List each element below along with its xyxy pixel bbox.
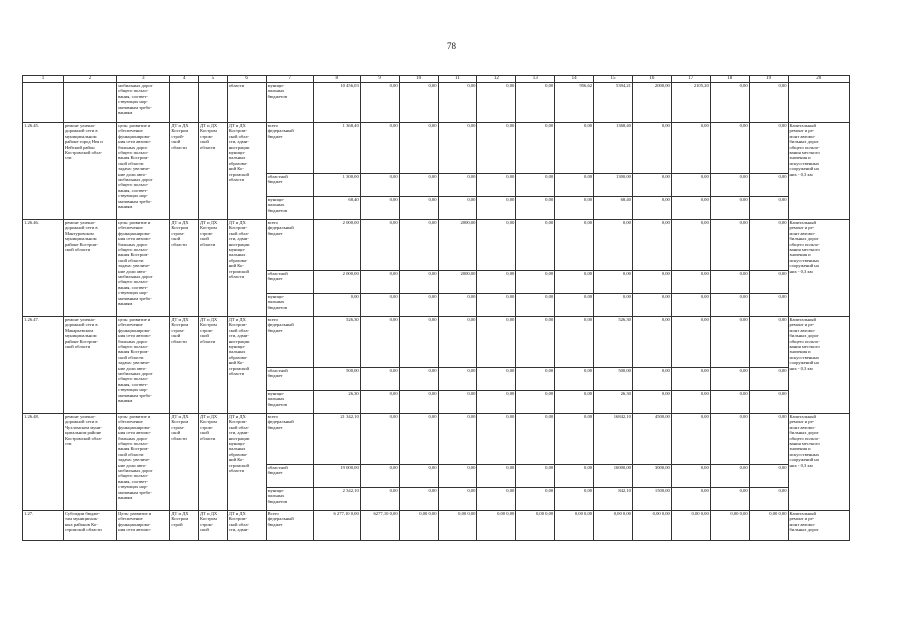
amount-cell: 0,00: [399, 83, 438, 123]
column-number: 20: [788, 76, 849, 83]
amount-cell: 0,00 0,00 0,00: [438, 414, 477, 511]
column-number: 11: [438, 76, 477, 83]
result: Капитальный ремонт и ре- монт автомо- бильных дорог общего пользо- вания местного значения и искусственных сооружений на них - 0,3 км: [788, 220, 849, 317]
amount-cell: 0,00 0,00 0,00: [632, 123, 671, 220]
amount-cell: 0,00 0,00: [594, 511, 633, 541]
column-number: 12: [477, 76, 516, 83]
amount-cell: 0,00 0,00 0,00: [516, 317, 555, 414]
row-id: 1.26.47.: [23, 317, 64, 414]
result: Капитальный ремонт и ре- монт автомо- бильных дорог: [788, 511, 849, 541]
column-number: 14: [555, 76, 594, 83]
funding-source: Всего федеральный бюджет: [266, 511, 313, 541]
object-name: [63, 83, 116, 123]
coordinator: ДТ и ДХ Костром стром- ской области: [199, 123, 228, 220]
executor: ДТ и ДХ Костром- ской обла- сти, адми- нистрации муници- пальных образова- ний Ко- стромской области: [227, 317, 266, 414]
amount-cell: 0,00 0,00: [516, 511, 555, 541]
goal-task: мобильных дорог общего пользо- вания, соответ- ствующих нор- мативным требо- ваниям: [117, 83, 170, 123]
customer: ДТ и ДХ Костром строй- ской области: [170, 123, 199, 220]
table-row: [23, 511, 850, 541]
row-id: 1.27.: [23, 511, 64, 541]
budget-table: [22, 75, 850, 541]
row-id: 1.26.45.: [23, 123, 64, 220]
row-id: 1.26.48.: [23, 414, 64, 511]
amount-cell: 0,00 0,00 0,00: [710, 317, 749, 414]
amount-cell: 0,00 0,00: [710, 511, 749, 541]
object-name: ремонт улично- дорожной сети в Макарьевском муниципальном районе Костром- ской области: [63, 317, 116, 414]
table-row: [23, 83, 850, 123]
column-number: 13: [516, 76, 555, 83]
executor: ДТ и ДХ Костром- ской обла- сти, адми- нистрации муници- пальных образова- ний Ко- стромской области: [227, 414, 266, 511]
amount-cell: 0,00 0,00: [671, 511, 710, 541]
amount-cell: 0,00 0,00 0,00: [360, 317, 399, 414]
amount-cell: 0,00 0,00 0,00: [477, 414, 516, 511]
amount-cell: 0,00 0,00 0,00: [399, 220, 438, 317]
column-number: 3: [117, 76, 170, 83]
result: Капитальный ремонт и ре- монт автомо- бильных дорог общего пользо- вания местного значения и искусственных сооружений на них - 0,3 км: [788, 317, 849, 414]
amount-cell: 0,00 0,00 0,00: [360, 220, 399, 317]
row-id: [23, 83, 64, 123]
amount-cell: 0,00 0,00: [749, 511, 788, 541]
amount-cell: 0,00 0,00 0,00: [632, 317, 671, 414]
column-number: 19: [749, 76, 788, 83]
amount-cell: 0,00 0,00 0,00: [671, 220, 710, 317]
amount-cell: 0,00 0,00 0,00: [671, 123, 710, 220]
amount-cell: 0,00 0,00 0,00: [710, 220, 749, 317]
customer: ДТ и ДХ Костром стром- ской области: [170, 414, 199, 511]
result: Капитальный ремонт и ре- монт автомо- бильных дорог общего пользо- вания местного значения и искусственных сооружений на них - 0,3 км: [788, 414, 849, 511]
amount-cell: 16842,10 16000,00 842,10: [594, 414, 633, 511]
column-number: 2: [63, 76, 116, 83]
column-number-row: [23, 76, 850, 83]
goal-task: цель: развитие и обеспечение функционирова- ния сети автомо- бильных дорог общего пользо- вания Костром- ской области задача: увеличе- ние доли авто- мобильных дорог общего пользо- вания, соответ- ствующих нор- мативным требо- ваниям: [117, 220, 170, 317]
executor: ДТ и ДХ Костром- ской обла- сти, адми- нистрации муници- пальных образова- ний Ко- стромской области: [227, 220, 266, 317]
customer: ДТ и ДХ Костром стром- ской области: [170, 220, 199, 317]
amount-cell: 0,00 0,00 0,00: [710, 414, 749, 511]
funding-source: всего федеральный бюджет областной бюджет муници- пальных бюджетов: [266, 414, 313, 511]
amount-cell: 0,00 0,00 0,00: [477, 123, 516, 220]
amount-cell: 0,00 0,00 0,00: [399, 123, 438, 220]
amount-cell: 0,00: [749, 83, 788, 123]
table-row: [23, 123, 850, 220]
column-number: 18: [710, 76, 749, 83]
column-number: 10: [399, 76, 438, 83]
result: Капитальный ремонт и ре- монт автомо- бильных дорог общего пользо- вания местного значения и искусственных сооружений на них - 0,3 км: [788, 123, 849, 220]
amount-cell: 526,30 500,00 26,30: [594, 317, 633, 414]
amount-cell: 0,00 0,00 0,00: [749, 220, 788, 317]
amount-cell: 6277,10 0,00: [360, 511, 399, 541]
column-number: 15: [594, 76, 633, 83]
amount-cell: 0,00 0,00 0,00: [438, 317, 477, 414]
table-row: [23, 317, 850, 414]
amount-cell: 0,00 0,00 0,00: [555, 414, 594, 511]
amount-cell: 4500,00 3000,00 1500,00: [632, 414, 671, 511]
amount-cell: 2 000,00 2 000,00 0,00: [313, 220, 360, 317]
amount-cell: 2000,00 2000,00 0,00: [438, 220, 477, 317]
table-row: [23, 414, 850, 511]
table-row: [23, 220, 850, 317]
executor: ДТ и ДХ Костром- ской обла- сти, адми- нистрации муници- пальных образова- ний Ко- стромской области: [227, 123, 266, 220]
amount-cell: 6 277,10 0,00: [313, 511, 360, 541]
column-number: 8: [313, 76, 360, 83]
goal-task: цель: развитие и обеспечение функционирова- ния сети автомо- бильных дорог общего пользо- вания Костром- ской области задача: увеличе- ние доли авто- мобильных дорог общего пользо- вания, соответ- ствующих нор- мативным требо- ваниям: [117, 414, 170, 511]
amount-cell: 1 368,40 1 300,00 68,40: [313, 123, 360, 220]
amount-cell: 0,00 0,00 0,00: [749, 317, 788, 414]
column-number: 5: [199, 76, 228, 83]
amount-cell: 0,00 0,00 0,00: [399, 317, 438, 414]
amount-cell: 2105,20: [671, 83, 710, 123]
amount-cell: 2000,00: [632, 83, 671, 123]
object-name: ремонт улично- дорожной сети в Чухломском муни- ципальном районе Костромской обла- сти: [63, 414, 116, 511]
amount-cell: 21 342,10 19 000,00 2 342,10: [313, 414, 360, 511]
amount-cell: 10 456,03: [313, 83, 360, 123]
result: [788, 83, 849, 123]
amount-cell: 0,00 0,00 0,00: [749, 414, 788, 511]
amount-cell: 0,00 0,00 0,00: [477, 220, 516, 317]
goal-task: цель: развитие и обеспечение функционирова- ния сети автомо- бильных дорог общего пользо- вания Костром- ской области задача: увеличе- ние доли авто- мобильных дорог общего пользо- вания, соответ- ствующих нор- мативным требо- ваниям: [117, 123, 170, 220]
amount-cell: 0,00 0,00: [438, 511, 477, 541]
amount-cell: 526,30 500,00 26,30: [313, 317, 360, 414]
amount-cell: 956,62: [555, 83, 594, 123]
coordinator: ДТ и ДХ Костром стром- ской области: [199, 220, 228, 317]
amount-cell: 0,00 0,00 0,00: [632, 220, 671, 317]
amount-cell: 0,00 0,00 0,00: [749, 123, 788, 220]
coordinator: ДТ и ДХ Костром стром- ской области: [199, 317, 228, 414]
amount-cell: 0,00 0,00 0,00: [671, 414, 710, 511]
amount-cell: 1368,40 1300,00 68,40: [594, 123, 633, 220]
coordinator: [199, 83, 228, 123]
executor: области: [227, 83, 266, 123]
column-number: 1: [23, 76, 64, 83]
amount-cell: 0,00 0,00 0,00: [360, 414, 399, 511]
column-number: 16: [632, 76, 671, 83]
amount-cell: 5394,21: [594, 83, 633, 123]
object-name: ремонт улично- дорожной сети в Мантуровском муниципальном районе Костром- ской области: [63, 220, 116, 317]
column-number: 4: [170, 76, 199, 83]
amount-cell: 0,00 0,00 0,00: [516, 220, 555, 317]
amount-cell: 0,00 0,00 0,00: [477, 317, 516, 414]
amount-cell: 0,00 0,00 0,00: [671, 317, 710, 414]
goal-task: Цель: развитие и обеспечение функционирова- ния сети автомо-: [117, 511, 170, 541]
object-name: ремонт улично- дорожной сети в муниципальном районе город Нея и Нейский район Костромской обла- сти: [63, 123, 116, 220]
column-number: 6: [227, 76, 266, 83]
amount-cell: 0,00 0,00 0,00: [710, 123, 749, 220]
amount-cell: 0,00: [360, 83, 399, 123]
amount-cell: 0,00 0,00 0,00: [516, 123, 555, 220]
column-number: 9: [360, 76, 399, 83]
amount-cell: 0,00 0,00: [399, 511, 438, 541]
coordinator: ДТ и ДХ Костром стром- ской: [199, 511, 228, 541]
customer: ДТ и ДХ Костром строй: [170, 511, 199, 541]
amount-cell: 0,00 0,00 0,00: [555, 317, 594, 414]
funding-source: всего федеральный бюджет областной бюджет муници- пальных бюджетов: [266, 123, 313, 220]
amount-cell: 0,00 0,00: [555, 511, 594, 541]
amount-cell: 0,00 0,00 0,00: [594, 220, 633, 317]
column-number: 7: [266, 76, 313, 83]
amount-cell: 0,00 0,00 0,00: [516, 414, 555, 511]
customer: ДТ и ДХ Костром стром- ской области: [170, 317, 199, 414]
funding-source: всего федеральный бюджет областной бюджет муници- пальных бюджетов: [266, 317, 313, 414]
funding-source: всего федеральный бюджет областной бюджет муници- пальных бюджетов: [266, 220, 313, 317]
executor: ДТ и ДХ Костром- ской обла- сти, адми-: [227, 511, 266, 541]
amount-cell: 0,00 0,00: [632, 511, 671, 541]
customer: [170, 83, 199, 123]
object-name: Субсидии бюдже- там муниципаль- ных районов Ко- стромской области: [63, 511, 116, 541]
funding-source: муници- пальных бюджетов: [266, 83, 313, 123]
coordinator: ДТ и ДХ Костром стром- ской области: [199, 414, 228, 511]
goal-task: цель: развитие и обеспечение функционирова- ния сети автомо- бильных дорог общего пользо- вания Костром- ской области задача: увеличе- ние доли авто- мобильных дорог общего пользо- вания, соответ- ствующих нор- мативным требо- ваниям: [117, 317, 170, 414]
amount-cell: 0,00: [516, 83, 555, 123]
amount-cell: 0,00: [438, 83, 477, 123]
amount-cell: 0,00 0,00 0,00: [438, 123, 477, 220]
amount-cell: 0,00 0,00 0,00: [555, 123, 594, 220]
amount-cell: 0,00 0,00 0,00: [555, 220, 594, 317]
amount-cell: 0,00: [477, 83, 516, 123]
amount-cell: 0,00 0,00 0,00: [399, 414, 438, 511]
page-number: 78: [447, 41, 456, 51]
amount-cell: 0,00 0,00 0,00: [360, 123, 399, 220]
amount-cell: 0,00 0,00: [477, 511, 516, 541]
amount-cell: 0,00: [710, 83, 749, 123]
column-number: 17: [671, 76, 710, 83]
row-id: 1.26.46.: [23, 220, 64, 317]
